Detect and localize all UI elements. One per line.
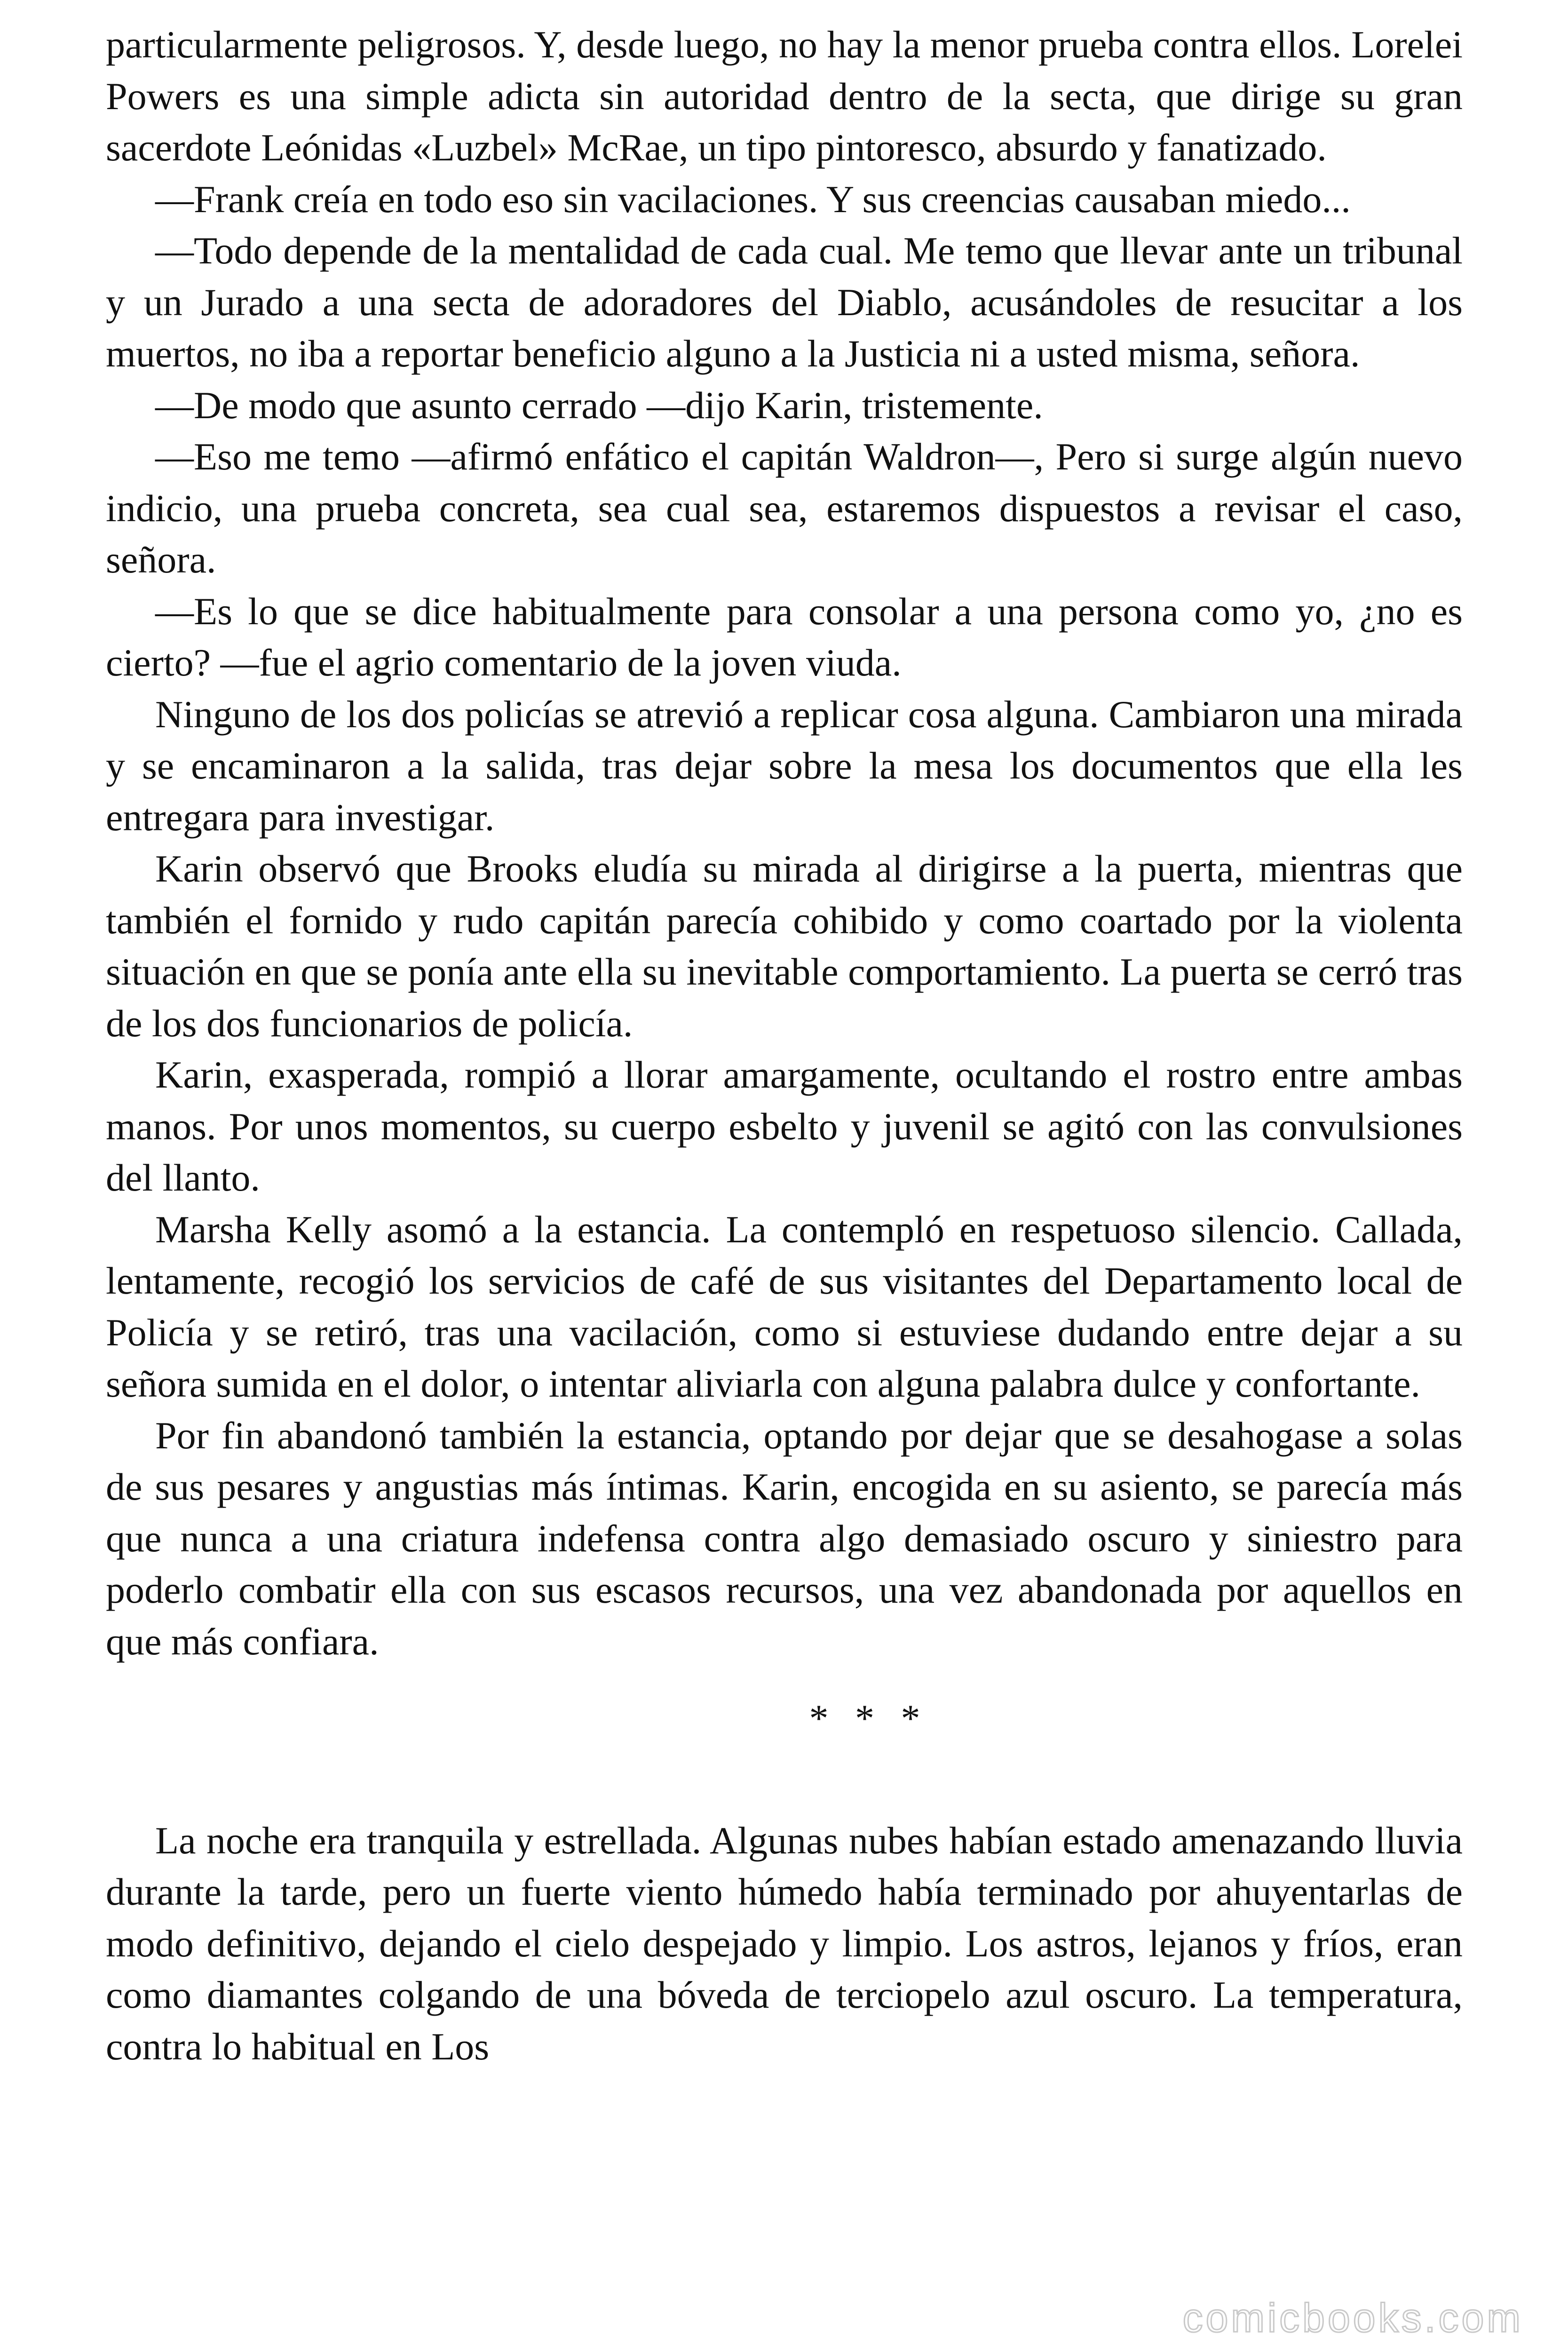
page-text (106, 19, 1463, 2072)
paragraph: La noche era tranquila y estrellada. Algunas nubes habían estado amenazando lluvia durante la tarde, pero un fuerte viento húmedo había terminado por ahuyentarlas de modo definitivo, dejando el cielo despejado y limpio. Los astros, lejanos y fríos, eran como diamantes colgando de una bóveda de terciopelo azul oscuro. La temperatura, contra lo habitual en Los (106, 1819, 1463, 2068)
paragraph: Por fin abandonó también la estancia, optando por dejar que se desahogase a solas de sus pesares y angustias más íntimas. Karin, encogida en su asiento, se parecía más que nunca a una criatura indefensa contra algo demasiado oscuro y siniestro para poderlo combatir ella con sus escasos recursos, una vez abandonada por aquellos en que más confiara. (106, 1414, 1463, 1663)
paragraph: —Todo depende de la mentalidad de cada cual. Me temo que llevar ante un tribunal y un Jurado a una secta de adoradores del Diablo, acusándoles de resucitar a los muertos, no iba a reportar beneficio alguno a la Justicia ni a usted misma, señora. (106, 229, 1463, 375)
paragraph: particularmente peligrosos. Y, desde luego, no hay la menor prueba contra ellos. Lorelei Powers es una simple adicta sin autoridad dentro de la secta, que dirige su gran sacerdote Leónidas «Luzbel» McRae, un tipo pintoresco, absurdo y fanatizado. (106, 23, 1463, 169)
section-separator: * * * (809, 1697, 929, 1740)
paragraph: —Eso me temo —afirmó enfático el capitán Waldron—, Pero si surge algún nuevo indicio, una prueba concreta, sea cual sea, estaremos dispuestos a revisar el caso, señora. (106, 435, 1463, 581)
paragraph: —Es lo que se dice habitualmente para consolar a una persona como yo, ¿no es cierto? —fue el agrio comentario de la joven viuda. (106, 589, 1463, 684)
paragraph: Karin observó que Brooks eludía su mirada al dirigirse a la puerta, mientras que también el fornido y rudo capitán parecía cohibido y como coartado por la violenta situación en que se ponía ante ella su inevitable comportamiento. La puerta se cerró tras de los dos funcionarios de policía. (106, 847, 1463, 1045)
paragraph: Ninguno de los dos policías se atrevió a replicar cosa alguna. Cambiaron una mirada y se encaminaron a la salida, tras dejar sobre la mesa los documentos que ella les entregara para investigar. (106, 692, 1463, 839)
paragraph: —Frank creía en todo eso sin vacilaciones. Y sus creencias causaban miedo... (155, 177, 1351, 221)
watermark: comicbooks.com (1182, 2296, 1523, 2341)
paragraph: Karin, exasperada, rompió a llorar amargamente, ocultando el rostro entre ambas manos. Por unos momentos, su cuerpo esbelto y juvenil se agitó con las convulsiones del llanto. (106, 1053, 1463, 1199)
paragraph: —De modo que asunto cerrado —dijo Karin, tristemente. (155, 383, 1043, 427)
paragraph: Marsha Kelly asomó a la estancia. La contempló en respetuoso silencio. Callada, lentamente, recogió los servicios de café de sus visitantes del Departamento local de Policía y se retiró, tras una vacilación, como si estuviese dudando entre dejar a su señora sumida en el dolor, o intentar aliviarla con alguna palabra dulce y confortante. (106, 1208, 1463, 1405)
